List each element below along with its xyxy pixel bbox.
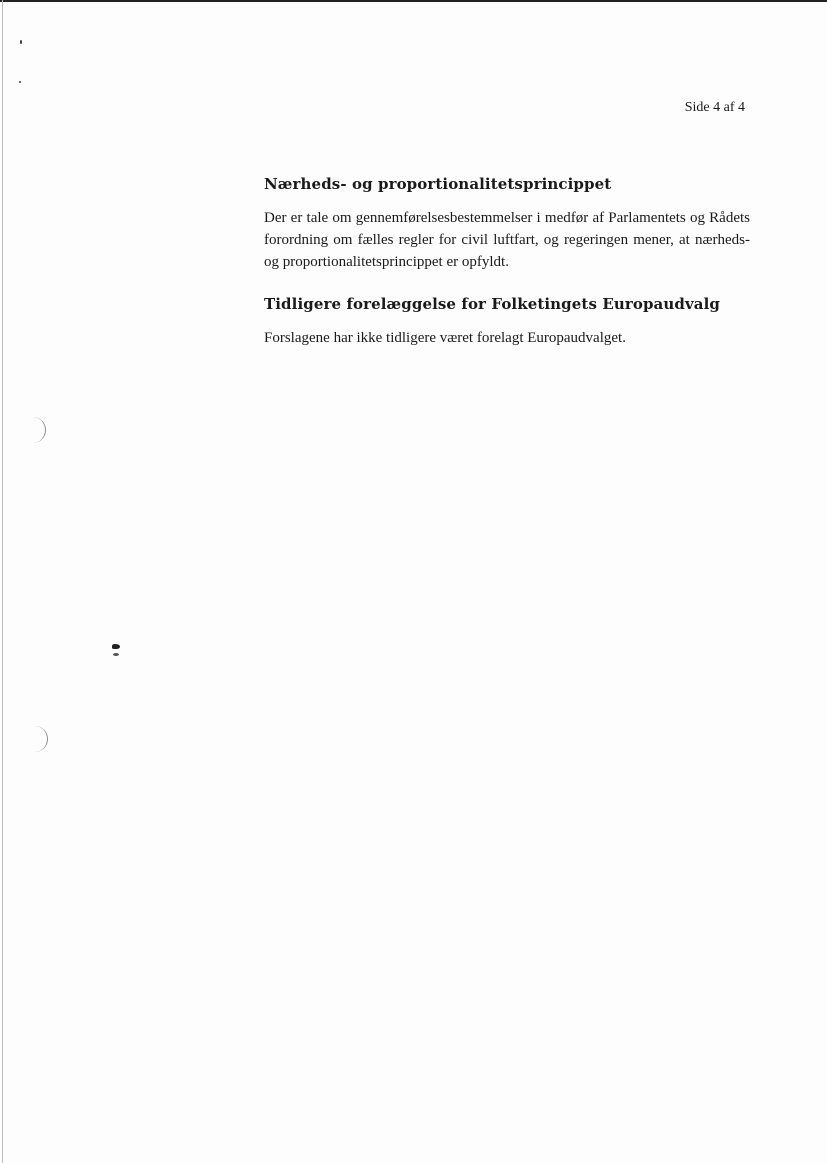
scan-speck [20, 40, 22, 44]
top-edge-line [0, 0, 827, 2]
scan-speck [112, 644, 120, 649]
section-heading-prior-submission: Tidligere forelæggelse for Folketingets Europaudvalg [264, 295, 720, 313]
section-body-subsidiarity: Der er tale om gennemførelsesbestemmelser i medfør af Parlamentets og Rådets forordning om fælles regler for civil luftfart, og regeringen mener, at nærheds- og proportionalitetsprincippet er opfyldt. [264, 210, 750, 270]
document-body [264, 175, 750, 349]
page-number: Side 4 af 4 [684, 100, 745, 115]
section-body-prior-submission: Forslagene har ikke tidligere været forelagt Europaudvalget. [264, 330, 626, 346]
hole-punch-mark-upper [31, 417, 46, 443]
section-heading-subsidiarity: Nærheds- og proportionalitetsprincippet [264, 175, 612, 193]
scan-speck [113, 653, 119, 656]
scan-speck [19, 81, 21, 83]
left-edge-line [2, 0, 3, 1163]
hole-punch-mark-lower [33, 726, 48, 752]
